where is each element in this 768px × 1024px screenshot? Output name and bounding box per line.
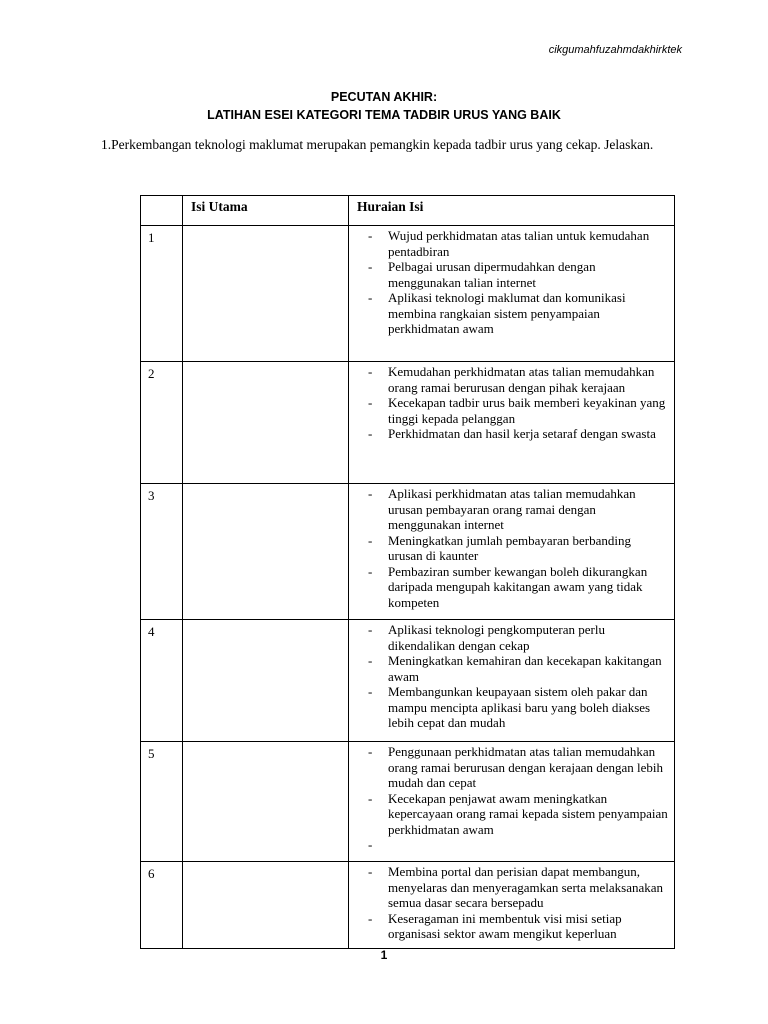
- point-text: Meningkatkan jumlah pembayaran berbanding urusan di kaunter: [388, 532, 631, 563]
- huraian-cell: [349, 862, 675, 949]
- list-item: - Penggunaan perkhidmatan atas talian memudahkan orang ramai berurusan dengan kerajaan dengan lebih mudah dan cepat: [368, 744, 664, 790]
- list-item: - Meningkatkan kemahiran dan kecekapan kakitangan awam: [368, 653, 662, 684]
- point-text: Aplikasi teknologi pengkomputeran perlu dikendalikan dengan cekap: [388, 622, 605, 653]
- point-text: Kecekapan tadbir urus baik memberi keyakinan yang tinggi kepada pelanggan: [388, 395, 666, 426]
- page-number: 1: [380, 948, 388, 962]
- point-text: Aplikasi perkhidmatan atas talian memudahkan urusan pembayaran orang ramai dengan menggunakan internet: [388, 486, 636, 532]
- list-item: - Aplikasi teknologi pengkomputeran perlu dikendalikan dengan cekap: [368, 622, 605, 653]
- title-line-1: PECUTAN AKHIR:: [330, 90, 438, 104]
- header-number: [141, 196, 183, 226]
- title-line-2: LATIHAN ESEI KATEGORI TEMA TADBIR URUS YANG BAIK: [207, 108, 561, 122]
- list-item: - Pelbagai urusan dipermudahkan dengan menggunakan talian internet: [368, 259, 596, 290]
- list-item: - Kecekapan penjawat awam meningkatkan kepercayaan orang ramai kepada sistem penyampaian perkhidmatan awam: [368, 790, 668, 837]
- list-item: - Kecekapan tadbir urus baik memberi keyakinan yang tinggi kepada pelanggan: [368, 395, 666, 426]
- isi-utama-cell: [183, 362, 349, 484]
- point-text: Keseragaman ini membentuk visi misi setiap organisasi sektor awam mengikut keperluan: [388, 910, 622, 941]
- document-title: [0, 88, 768, 124]
- isi-utama-cell: [183, 484, 349, 620]
- isi-utama-cell: [183, 862, 349, 949]
- point-text: Membina portal dan perisian dapat membangun, menyelaras dan menyeragamkan serta melaksanakan semua dasar secara bersepadu: [388, 864, 664, 910]
- point-text: Wujud perkhidmatan atas talian untuk kemudahan pentadbiran: [388, 228, 650, 259]
- huraian-cell: - Penggunaan perkhidmatan atas talian memudahkan orang ramai berurusan dengan kerajaan dengan lebih mudah dan cepat - Kecekapan penjawat awam meningkatkan kepercayaan orang ramai kepada sistem penyampaian perkhidmatan awam -: [349, 742, 675, 862]
- point-text: Penggunaan perkhidmatan atas talian memudahkan orang ramai berurusan dengan kerajaan dengan lebih mudah dan cepat: [388, 744, 664, 790]
- huraian-cell: [349, 226, 675, 362]
- row-number: 6: [141, 862, 183, 949]
- row-number: 1: [141, 226, 183, 362]
- point-text: Membangunkan keupayaan sistem oleh pakar dan mampu mencipta aplikasi baru yang boleh diakses lebih cepat dan mudah: [388, 684, 651, 730]
- isi-utama-cell: [183, 226, 349, 362]
- point-text: Aplikasi teknologi maklumat dan komunikasi membina rangkaian sistem penyampaian perkhidmatan awam: [388, 290, 626, 336]
- list-item: - Keseragaman ini membentuk visi misi setiap organisasi sektor awam mengikut keperluan: [368, 910, 622, 941]
- row-number: 3: [141, 484, 183, 620]
- list-item: - Kemudahan perkhidmatan atas talian memudahkan orang ramai berurusan dengan pihak kerajaan: [368, 364, 655, 395]
- question-text: 1.Perkembangan teknologi maklumat merupakan pemangkin kepada tadbir urus yang cekap. Jelaskan.: [101, 137, 654, 152]
- list-item: - Aplikasi perkhidmatan atas talian memudahkan urusan pembayaran orang ramai dengan menggunakan internet: [368, 486, 636, 532]
- point-text: Pembaziran sumber kewangan boleh dikurangkan daripada mengupah kakitangan awam yang tidak kompeten: [388, 563, 648, 610]
- row-number: 4: [141, 620, 183, 742]
- list-item: - Wujud perkhidmatan atas talian untuk kemudahan pentadbiran: [368, 228, 650, 259]
- isi-utama-cell: [183, 742, 349, 862]
- huraian-cell: [349, 362, 675, 484]
- point-text: Perkhidmatan dan hasil kerja setaraf dengan swasta: [388, 426, 656, 441]
- list-item: - Meningkatkan jumlah pembayaran berbanding urusan di kaunter: [368, 532, 631, 563]
- table-row: [141, 226, 675, 362]
- point-text: Kecekapan penjawat awam meningkatkan kepercayaan orang ramai kepada sistem penyampaian perkhidmatan awam: [388, 790, 668, 837]
- header-isi-utama: Isi Utama: [183, 196, 349, 226]
- huraian-cell: [349, 484, 675, 620]
- header-huraian-isi: Huraian Isi: [349, 196, 675, 226]
- point-text: Kemudahan perkhidmatan atas talian memudahkan orang ramai berurusan dengan pihak kerajaan: [388, 364, 655, 395]
- table-row: [141, 742, 675, 862]
- table-row: [141, 862, 675, 949]
- point-text: Meningkatkan kemahiran dan kecekapan kakitangan awam: [388, 653, 662, 684]
- huraian-cell: [349, 620, 675, 742]
- table-row: [141, 362, 675, 484]
- point-text: Pelbagai urusan dipermudahkan dengan menggunakan talian internet: [388, 259, 596, 290]
- table-row: [141, 620, 675, 742]
- list-item: - Membangunkan keupayaan sistem oleh pakar dan mampu mencipta aplikasi baru yang boleh diakses lebih cepat dan mudah: [368, 684, 651, 730]
- row-number: 5: [141, 742, 183, 862]
- table-row: [141, 484, 675, 620]
- list-item: - Pembaziran sumber kewangan boleh dikurangkan daripada mengupah kakitangan awam yang tidak kompeten: [368, 563, 648, 610]
- header-note: cikgumahfuzahmdakhirktek: [548, 44, 682, 56]
- list-item: - Membina portal dan perisian dapat membangun, menyelaras dan menyeragamkan serta melaksanakan semua dasar secara bersepadu: [368, 864, 664, 910]
- essay-table: [140, 195, 675, 949]
- isi-utama-cell: [183, 620, 349, 742]
- table-header-row: [141, 196, 675, 226]
- list-item: - Perkhidmatan dan hasil kerja setaraf dengan swasta: [368, 426, 656, 441]
- list-item: - Aplikasi teknologi maklumat dan komunikasi membina rangkaian sistem penyampaian perkhidmatan awam: [368, 290, 626, 336]
- row-number: 2: [141, 362, 183, 484]
